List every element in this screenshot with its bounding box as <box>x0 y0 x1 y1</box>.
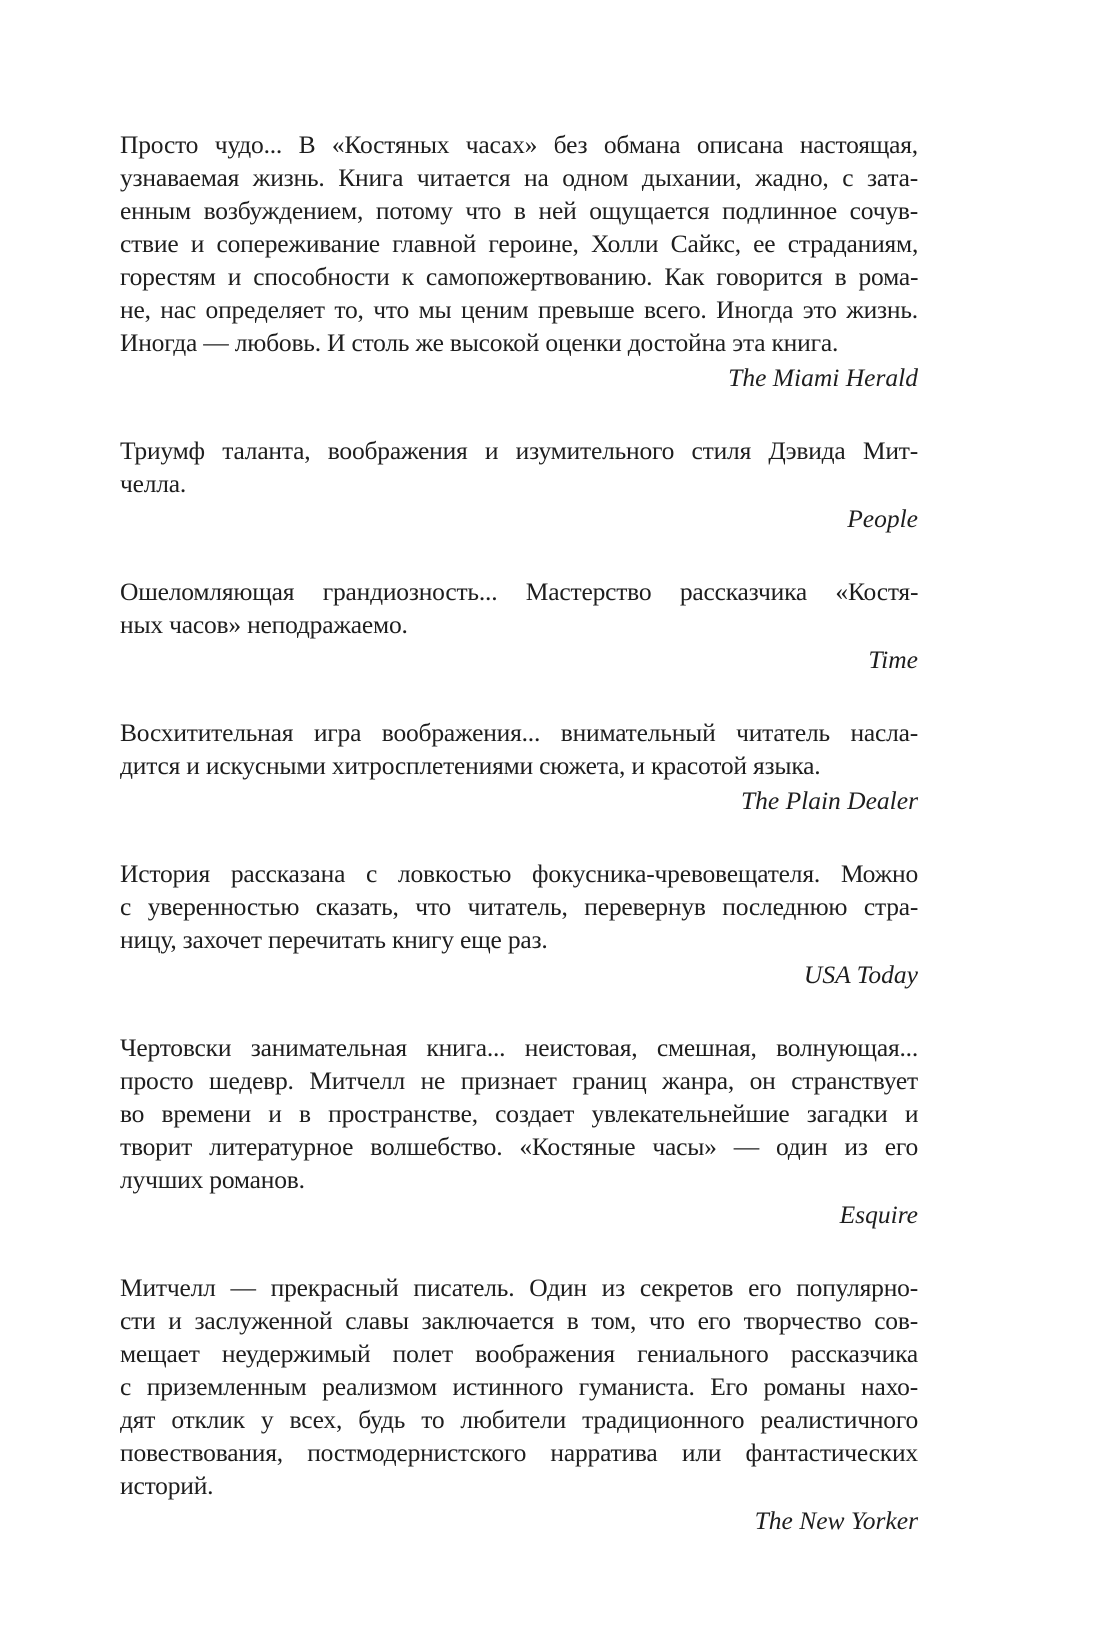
review-source: The Miami Herald <box>728 363 918 392</box>
quote-line: мещает неудержимый полет воображения гениального рассказчика <box>120 1339 918 1368</box>
review-source: The New Yorker <box>754 1506 918 1535</box>
review-source: USA Today <box>803 960 918 989</box>
quote-line: творит литературное волшебство. «Костяные часы» — один из его <box>120 1132 918 1161</box>
review-source: Time <box>868 645 918 674</box>
review-source: Esquire <box>839 1200 918 1229</box>
quote-line: с уверенностью сказать, что читатель, перевернув последнюю стра- <box>120 892 919 921</box>
quote-line: просто шедевр. Митчелл не признает границ жанра, он странствует <box>120 1066 918 1095</box>
quote-line: с приземленным реализмом истинного гуманиста. Его романы нахо- <box>120 1372 918 1401</box>
quote-line: История рассказана с ловкостью фокусника-чревовещателя. Можно <box>120 859 918 888</box>
review-quote <box>120 128 918 359</box>
quote-line: челла. <box>120 469 187 498</box>
quote-line: сти и заслуженной славы заключается в том, что его творчество сов- <box>120 1306 918 1335</box>
quote-line: Митчелл — прекрасный писатель. Один из секретов его популярно- <box>120 1273 918 1302</box>
quote-line: Иногда — любовь. И столь же высокой оценки достойна эта книга. <box>120 328 839 357</box>
quote-line: во времени и в пространстве, создает увлекательнейшие загадки и <box>120 1099 919 1128</box>
review-block <box>120 1031 918 1231</box>
review-block <box>120 1271 918 1537</box>
review-quote <box>120 575 918 641</box>
quote-line: повествования, постмодернистского нарратива или фантастических <box>120 1438 918 1467</box>
review-block <box>120 857 918 991</box>
quote-line: Ошеломляющая грандиозность... Мастерство рассказчика «Костя- <box>120 577 919 606</box>
review-quote <box>120 1031 918 1196</box>
review-source: The Plain Dealer <box>740 786 918 815</box>
quote-line: ных часов» неподражаемо. <box>120 610 408 639</box>
review-block <box>120 128 918 394</box>
quote-line: дится и искусными хитросплетениями сюжета, и красотой языка. <box>120 751 821 780</box>
quote-line: Просто чудо... В «Костяных часах» без обмана описана настоящая, <box>120 130 918 159</box>
quote-line: ницу, захочет перечитать книгу еще раз. <box>120 925 548 954</box>
review-block <box>120 434 918 535</box>
quote-line: лучших романов. <box>120 1165 305 1194</box>
review-quote <box>120 716 918 782</box>
review-source: People <box>847 504 918 533</box>
quote-line: не, нас определяет то, что мы ценим превыше всего. Иногда это жизнь. <box>120 295 918 324</box>
review-block <box>120 716 918 817</box>
quote-line: узнаваемая жизнь. Книга читается на одном дыхании, жадно, с зата- <box>120 163 918 192</box>
quote-line: историй. <box>120 1471 214 1500</box>
quote-line: Восхитительная игра воображения... внимательный читатель насла- <box>120 718 919 747</box>
quote-line: горестям и способности к самопожертвованию. Как говорится в рома- <box>120 262 919 291</box>
quote-line: Чертовски занимательная книга... неистовая, смешная, волнующая... <box>120 1033 918 1062</box>
quote-line: ствие и сопереживание главной героине, Холли Сайкс, ее страданиям, <box>120 229 919 258</box>
review-quote <box>120 434 918 500</box>
quote-line: Триумф таланта, воображения и изумительного стиля Дэвида Мит- <box>120 436 919 465</box>
reviews-page <box>120 128 918 1577</box>
quote-line: дят отклик у всех, будь то любители традиционного реалистичного <box>120 1405 918 1434</box>
review-quote <box>120 857 918 956</box>
quote-line: енным возбуждением, потому что в ней ощущается подлинное сочув- <box>120 196 918 225</box>
review-quote <box>120 1271 918 1502</box>
review-block <box>120 575 918 676</box>
